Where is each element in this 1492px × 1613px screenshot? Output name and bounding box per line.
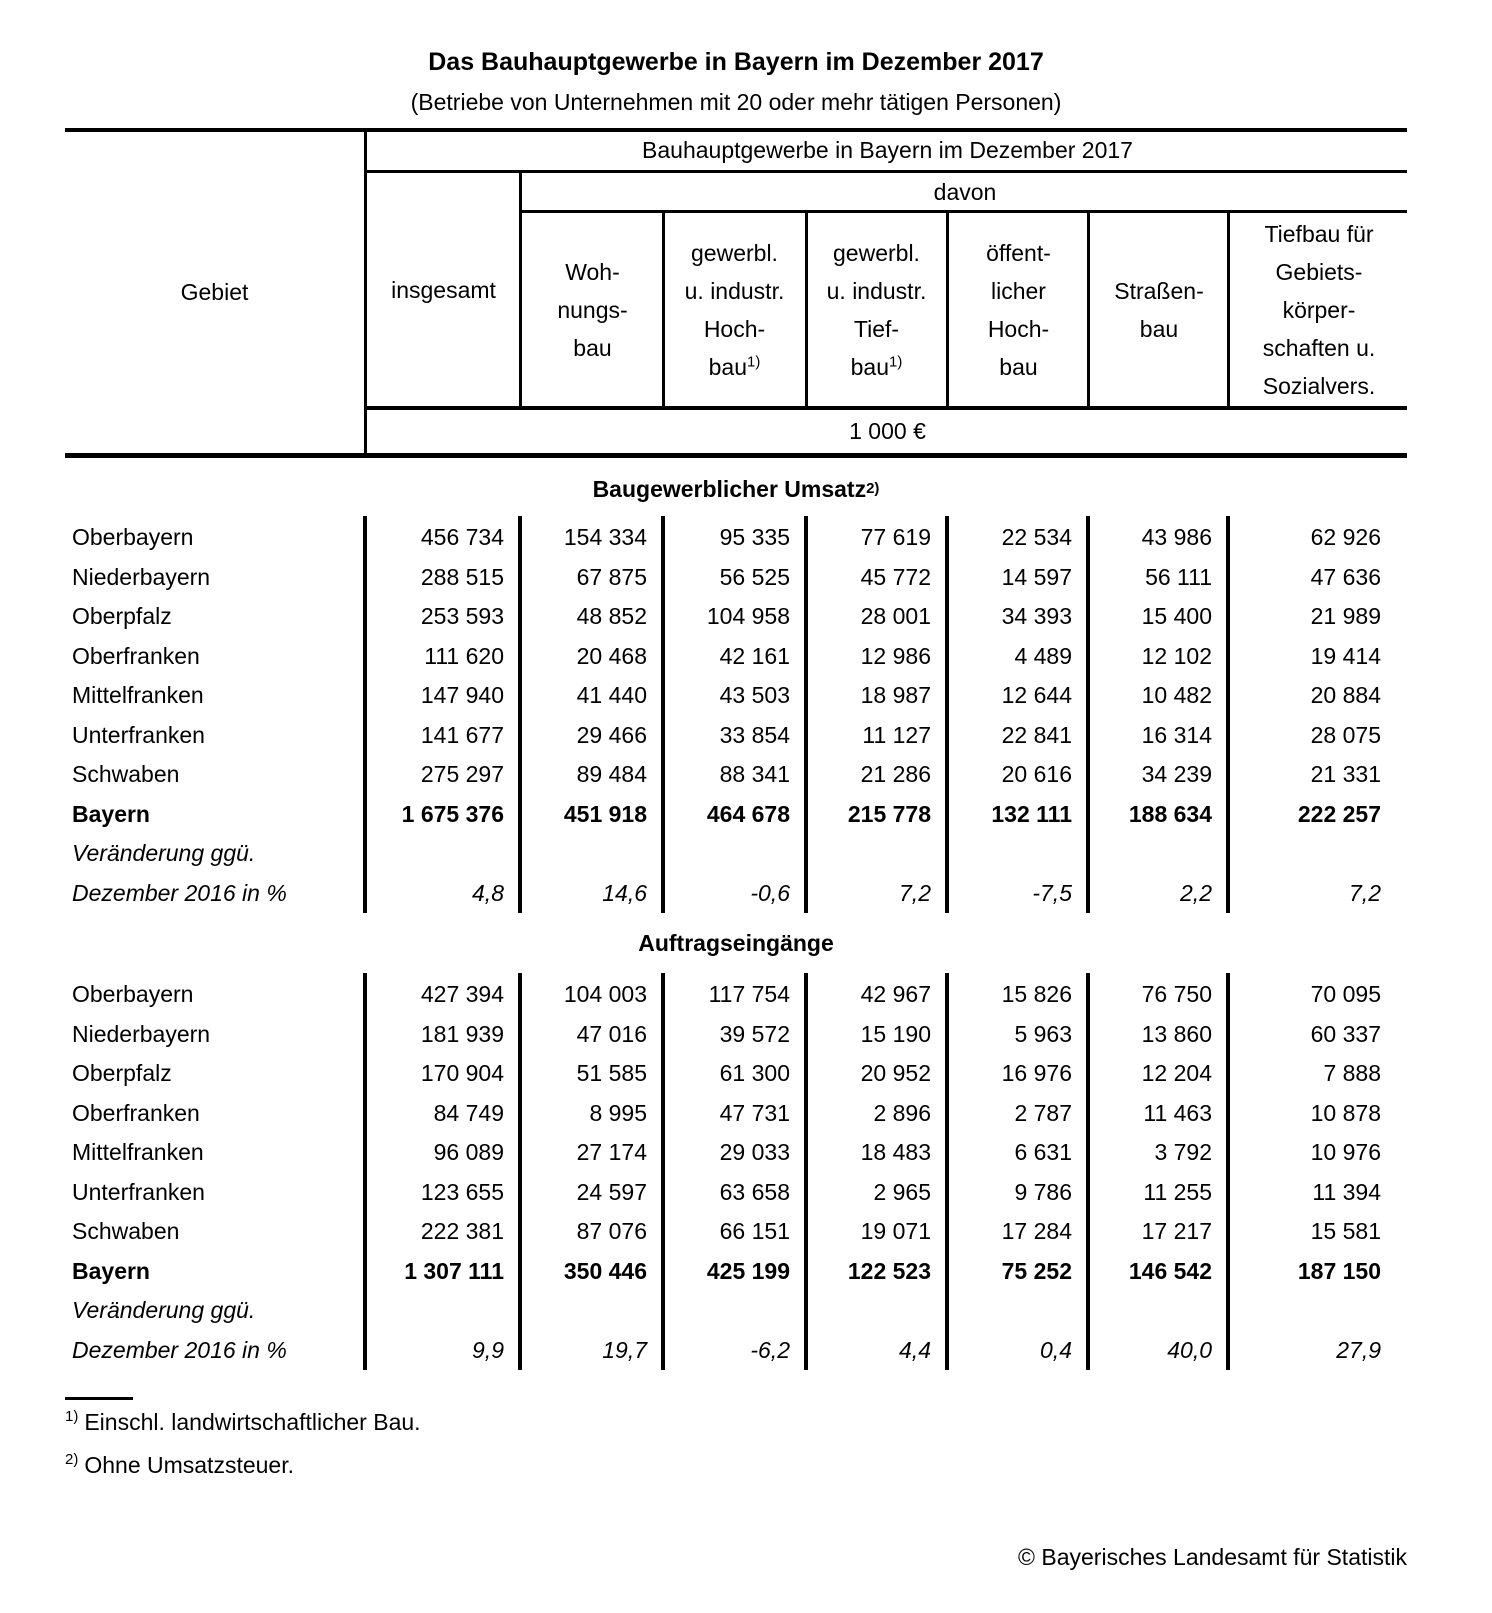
section-heading-auftragseingaenge: Auftragseingänge <box>638 929 834 956</box>
footnote-marker-2: 2) <box>65 1451 79 1469</box>
value-cell: 104 958 <box>706 603 790 629</box>
column-header-strassenbau: Straßen- bau <box>1114 278 1204 342</box>
value-cell: 17 217 <box>1141 1218 1212 1244</box>
value-cell: 15 190 <box>860 1020 931 1047</box>
value-cell: 132 111 <box>991 800 1072 827</box>
value-cell: 47 016 <box>576 1020 647 1047</box>
row-label: Oberfranken <box>72 1099 200 1126</box>
table-row <box>65 558 1407 598</box>
value-cell: 10 976 <box>1310 1139 1381 1165</box>
value-cell: 111 620 <box>424 642 504 669</box>
value-cell: 76 750 <box>1141 981 1212 1007</box>
footnote-2 <box>65 1450 294 1480</box>
value-cell: 141 677 <box>420 721 504 748</box>
value-cell: 22 534 <box>1001 524 1072 550</box>
value-cell: 45 772 <box>860 563 931 590</box>
value-cell: 3 792 <box>1154 1139 1212 1165</box>
table-row <box>65 975 1407 1015</box>
value-cell: 27 174 <box>576 1139 647 1165</box>
column-header-gewerblicher-hochbau: gewerbl. u. industr. Hoch- bau$^{1)}$ <box>684 240 785 380</box>
footnote-ref-1: 1) <box>747 353 761 371</box>
change-value-cell: 4,4 <box>899 1336 931 1363</box>
row-label: Bayern <box>72 1257 150 1284</box>
value-cell: 14 597 <box>1001 563 1072 590</box>
value-cell: 122 523 <box>847 1257 931 1284</box>
row-label: Oberbayern <box>72 981 194 1007</box>
column-header-tiefbau-gebietskoerperschaften: Tiefbau für Gebiets- körper- schaften u. Sozialvers. <box>1262 221 1376 399</box>
table-row <box>65 795 1407 835</box>
value-cell: 42 967 <box>860 981 931 1007</box>
row-label: Niederbayern <box>72 1020 211 1047</box>
row-label: Niederbayern <box>72 563 211 590</box>
value-cell: 56 525 <box>719 563 790 590</box>
unit-label: 1 000 € <box>849 418 926 444</box>
value-cell: 1 307 111 <box>404 1257 504 1284</box>
value-cell: 288 515 <box>420 563 504 590</box>
value-cell: 47 636 <box>1310 563 1381 590</box>
row-label: Schwaben <box>72 761 180 787</box>
span-header-label: Bauhauptgewerbe in Bayern im Dezember 2017 <box>642 137 1133 163</box>
value-cell: 24 597 <box>576 1178 647 1205</box>
table-row <box>65 755 1407 795</box>
value-cell: 63 658 <box>719 1178 790 1205</box>
value-cell: 7 888 <box>1323 1060 1381 1086</box>
footnote-rule <box>65 1397 133 1400</box>
change-row-label: Veränderung ggü. Dezember 2016 in % <box>72 840 287 906</box>
table-row <box>65 1252 1407 1292</box>
column-header-wohnungsbau: Woh- nungs- bau <box>557 259 628 361</box>
value-cell: 34 393 <box>1001 603 1072 629</box>
value-cell: 77 619 <box>860 524 931 550</box>
value-cell: 96 089 <box>433 1139 504 1165</box>
insgesamt-label: insgesamt <box>391 276 496 303</box>
value-cell: 15 826 <box>1001 981 1072 1007</box>
davon-label: davon <box>933 178 997 205</box>
table-row <box>65 1173 1407 1213</box>
header-divider-gebiet <box>364 128 367 458</box>
value-cell: 15 581 <box>1310 1218 1381 1244</box>
value-cell: 6 631 <box>1014 1139 1072 1165</box>
value-cell: 56 111 <box>1145 563 1212 590</box>
value-cell: 222 257 <box>1297 800 1381 827</box>
section-auftragseingaenge-rows <box>65 975 1407 1370</box>
value-cell: 18 987 <box>860 682 931 708</box>
value-cell: 29 466 <box>576 721 647 748</box>
value-cell: 28 001 <box>860 603 931 629</box>
value-cell: 275 297 <box>420 761 504 787</box>
table-row <box>65 1212 1407 1252</box>
change-value-cell: 19,7 <box>602 1336 647 1363</box>
value-cell: 12 986 <box>860 642 931 669</box>
value-cell: 11 394 <box>1312 1178 1381 1205</box>
value-cell: 2 787 <box>1014 1099 1072 1126</box>
gebiet-label: Gebiet <box>180 279 249 305</box>
value-cell: 2 965 <box>873 1178 931 1205</box>
value-cell: 154 334 <box>563 524 647 550</box>
value-cell: 41 440 <box>576 682 647 708</box>
span-header <box>368 131 1407 170</box>
value-cell: 222 381 <box>420 1218 504 1244</box>
footnote-1 <box>65 1407 421 1437</box>
value-cell: 9 786 <box>1014 1178 1072 1205</box>
change-value-cell: -0,6 <box>750 879 790 906</box>
davon-header <box>523 174 1407 210</box>
change-value-cell: 7,2 <box>1349 879 1381 906</box>
footnote-marker-1: 1) <box>65 1408 79 1426</box>
value-cell: 29 033 <box>719 1139 790 1165</box>
value-cell: 20 884 <box>1310 682 1381 708</box>
value-cell: 34 239 <box>1141 761 1212 787</box>
table-header-bottom-border <box>65 453 1407 458</box>
value-cell: 146 542 <box>1128 1257 1212 1284</box>
page-subtitle: (Betriebe von Unternehmen mit 20 oder mehr tätigen Personen) <box>410 89 1062 115</box>
header-divider-insgesamt <box>519 170 522 406</box>
value-cell: 170 904 <box>420 1060 504 1086</box>
change-row-label: Veränderung ggü. Dezember 2016 in % <box>72 1297 287 1363</box>
change-value-cell: 14,6 <box>602 879 647 906</box>
table-row <box>65 716 1407 756</box>
value-cell: 451 918 <box>563 800 647 827</box>
column-header-oeffentlicher-hochbau: öffent- licher Hoch- bau <box>986 240 1051 380</box>
value-cell: 5 963 <box>1014 1020 1072 1047</box>
change-value-cell: 9,9 <box>472 1336 504 1363</box>
header-divider-col6 <box>1087 210 1090 406</box>
value-cell: 253 593 <box>420 603 504 629</box>
value-cell: 20 616 <box>1001 761 1072 787</box>
value-cell: 70 095 <box>1310 981 1381 1007</box>
value-cell: 84 749 <box>433 1099 504 1126</box>
value-cell: 187 150 <box>1297 1257 1381 1284</box>
value-cell: 123 655 <box>420 1178 504 1205</box>
row-label: Bayern <box>72 800 150 827</box>
value-cell: 104 003 <box>563 981 647 1007</box>
table-row <box>65 1054 1407 1094</box>
header-divider-col7 <box>1227 210 1230 406</box>
column-header-insgesamt <box>368 174 519 406</box>
value-cell: 11 127 <box>862 721 931 748</box>
row-label: Oberfranken <box>72 642 200 669</box>
row-label: Unterfranken <box>72 1178 205 1205</box>
value-cell: 21 286 <box>860 761 931 787</box>
value-cell: 66 151 <box>719 1218 790 1244</box>
value-cell: 39 572 <box>719 1020 790 1047</box>
footnote-ref-1: 1) <box>889 353 903 371</box>
value-cell: 89 484 <box>576 761 647 787</box>
row-label: Oberbayern <box>72 524 194 550</box>
value-cell: 11 463 <box>1143 1099 1212 1126</box>
value-cell: 16 976 <box>1001 1060 1072 1086</box>
table-row <box>65 676 1407 716</box>
value-cell: 17 284 <box>1001 1218 1072 1244</box>
value-cell: 62 926 <box>1310 524 1381 550</box>
value-cell: 425 199 <box>706 1257 790 1284</box>
value-cell: 147 940 <box>420 682 504 708</box>
value-cell: 12 204 <box>1141 1060 1212 1086</box>
table-row <box>65 1133 1407 1173</box>
value-cell: 1 675 376 <box>401 800 504 827</box>
header-divider-col3 <box>662 210 665 406</box>
value-cell: 95 335 <box>719 524 790 550</box>
value-cell: 51 585 <box>576 1060 647 1086</box>
column-header-gewerblicher-tiefbau: gewerbl. u. industr. Tief- bau$^{1)}$ <box>826 240 927 380</box>
value-cell: 87 076 <box>576 1218 647 1244</box>
table-row <box>65 1015 1407 1055</box>
change-value-cell: -6,2 <box>750 1336 790 1363</box>
rule-under-davon <box>520 210 1407 213</box>
column-header-gebiet <box>65 132 364 453</box>
value-cell: 12 102 <box>1141 642 1212 669</box>
header-divider-col4 <box>805 210 808 406</box>
value-cell: 215 778 <box>847 800 931 827</box>
value-cell: 20 468 <box>576 642 647 669</box>
table-row <box>65 1094 1407 1134</box>
value-cell: 15 400 <box>1141 603 1212 629</box>
copyright-notice: © Bayerisches Landesamt für Statistik <box>1018 1544 1407 1570</box>
section-heading-umsatz: Baugewerblicher Umsatz 2) <box>592 475 880 502</box>
change-value-cell: 2,2 <box>1180 879 1212 906</box>
value-cell: 8 995 <box>589 1099 647 1126</box>
value-cell: 181 939 <box>420 1020 504 1047</box>
value-cell: 350 446 <box>563 1257 647 1284</box>
change-value-cell: 40,0 <box>1167 1336 1212 1363</box>
value-cell: 60 337 <box>1310 1020 1381 1047</box>
value-cell: 43 986 <box>1141 524 1212 550</box>
change-row <box>65 834 1407 913</box>
table-row <box>65 597 1407 637</box>
value-cell: 12 644 <box>1001 682 1072 708</box>
page-title: Das Bauhauptgewerbe in Bayern im Dezember 2017 <box>428 48 1044 76</box>
value-cell: 75 252 <box>1001 1257 1072 1284</box>
change-value-cell: 0,4 <box>1040 1336 1072 1363</box>
row-label: Mittelfranken <box>72 1139 204 1165</box>
value-cell: 10 482 <box>1141 682 1212 708</box>
value-cell: 464 678 <box>706 800 790 827</box>
change-row <box>65 1291 1407 1370</box>
footnote-text-2: Ohne Umsatzsteuer. <box>84 1452 294 1478</box>
value-cell: 61 300 <box>719 1060 790 1086</box>
footnote-text-1: Einschl. landwirtschaftlicher Bau. <box>84 1409 421 1435</box>
value-cell: 21 331 <box>1310 761 1381 787</box>
row-label: Oberpfalz <box>72 1060 172 1086</box>
value-cell: 33 854 <box>719 721 790 748</box>
value-cell: 11 255 <box>1143 1178 1212 1205</box>
change-value-cell: 27,9 <box>1336 1336 1381 1363</box>
row-label: Unterfranken <box>72 721 205 748</box>
value-cell: 67 875 <box>576 563 647 590</box>
value-cell: 16 314 <box>1141 721 1212 748</box>
row-label: Oberpfalz <box>72 603 172 629</box>
value-cell: 19 414 <box>1310 642 1381 669</box>
value-cell: 48 852 <box>576 603 647 629</box>
value-cell: 10 878 <box>1310 1099 1381 1126</box>
value-cell: 456 734 <box>420 524 504 550</box>
section-umsatz-rows <box>65 518 1407 913</box>
value-cell: 427 394 <box>420 981 504 1007</box>
change-value-cell: -7,5 <box>1032 879 1072 906</box>
value-cell: 21 989 <box>1310 603 1381 629</box>
change-value-cell: 4,8 <box>472 879 504 906</box>
value-cell: 20 952 <box>860 1060 931 1086</box>
value-cell: 47 731 <box>719 1099 790 1126</box>
header-divider-col5 <box>946 210 949 406</box>
value-cell: 88 341 <box>719 761 790 787</box>
value-cell: 188 634 <box>1128 800 1212 827</box>
value-cell: 4 489 <box>1014 642 1072 669</box>
value-cell: 19 071 <box>860 1218 931 1244</box>
row-label: Mittelfranken <box>72 682 204 708</box>
change-value-cell: 7,2 <box>899 879 931 906</box>
table-row <box>65 637 1407 677</box>
value-cell: 28 075 <box>1310 721 1381 748</box>
value-cell: 22 841 <box>1001 721 1072 748</box>
table-row <box>65 518 1407 558</box>
value-cell: 13 860 <box>1141 1020 1212 1047</box>
unit-row <box>368 410 1407 453</box>
row-label: Schwaben <box>72 1218 180 1244</box>
value-cell: 117 754 <box>708 981 790 1007</box>
value-cell: 43 503 <box>719 682 790 708</box>
value-cell: 42 161 <box>719 642 790 669</box>
value-cell: 18 483 <box>860 1139 931 1165</box>
value-cell: 2 896 <box>873 1099 931 1126</box>
